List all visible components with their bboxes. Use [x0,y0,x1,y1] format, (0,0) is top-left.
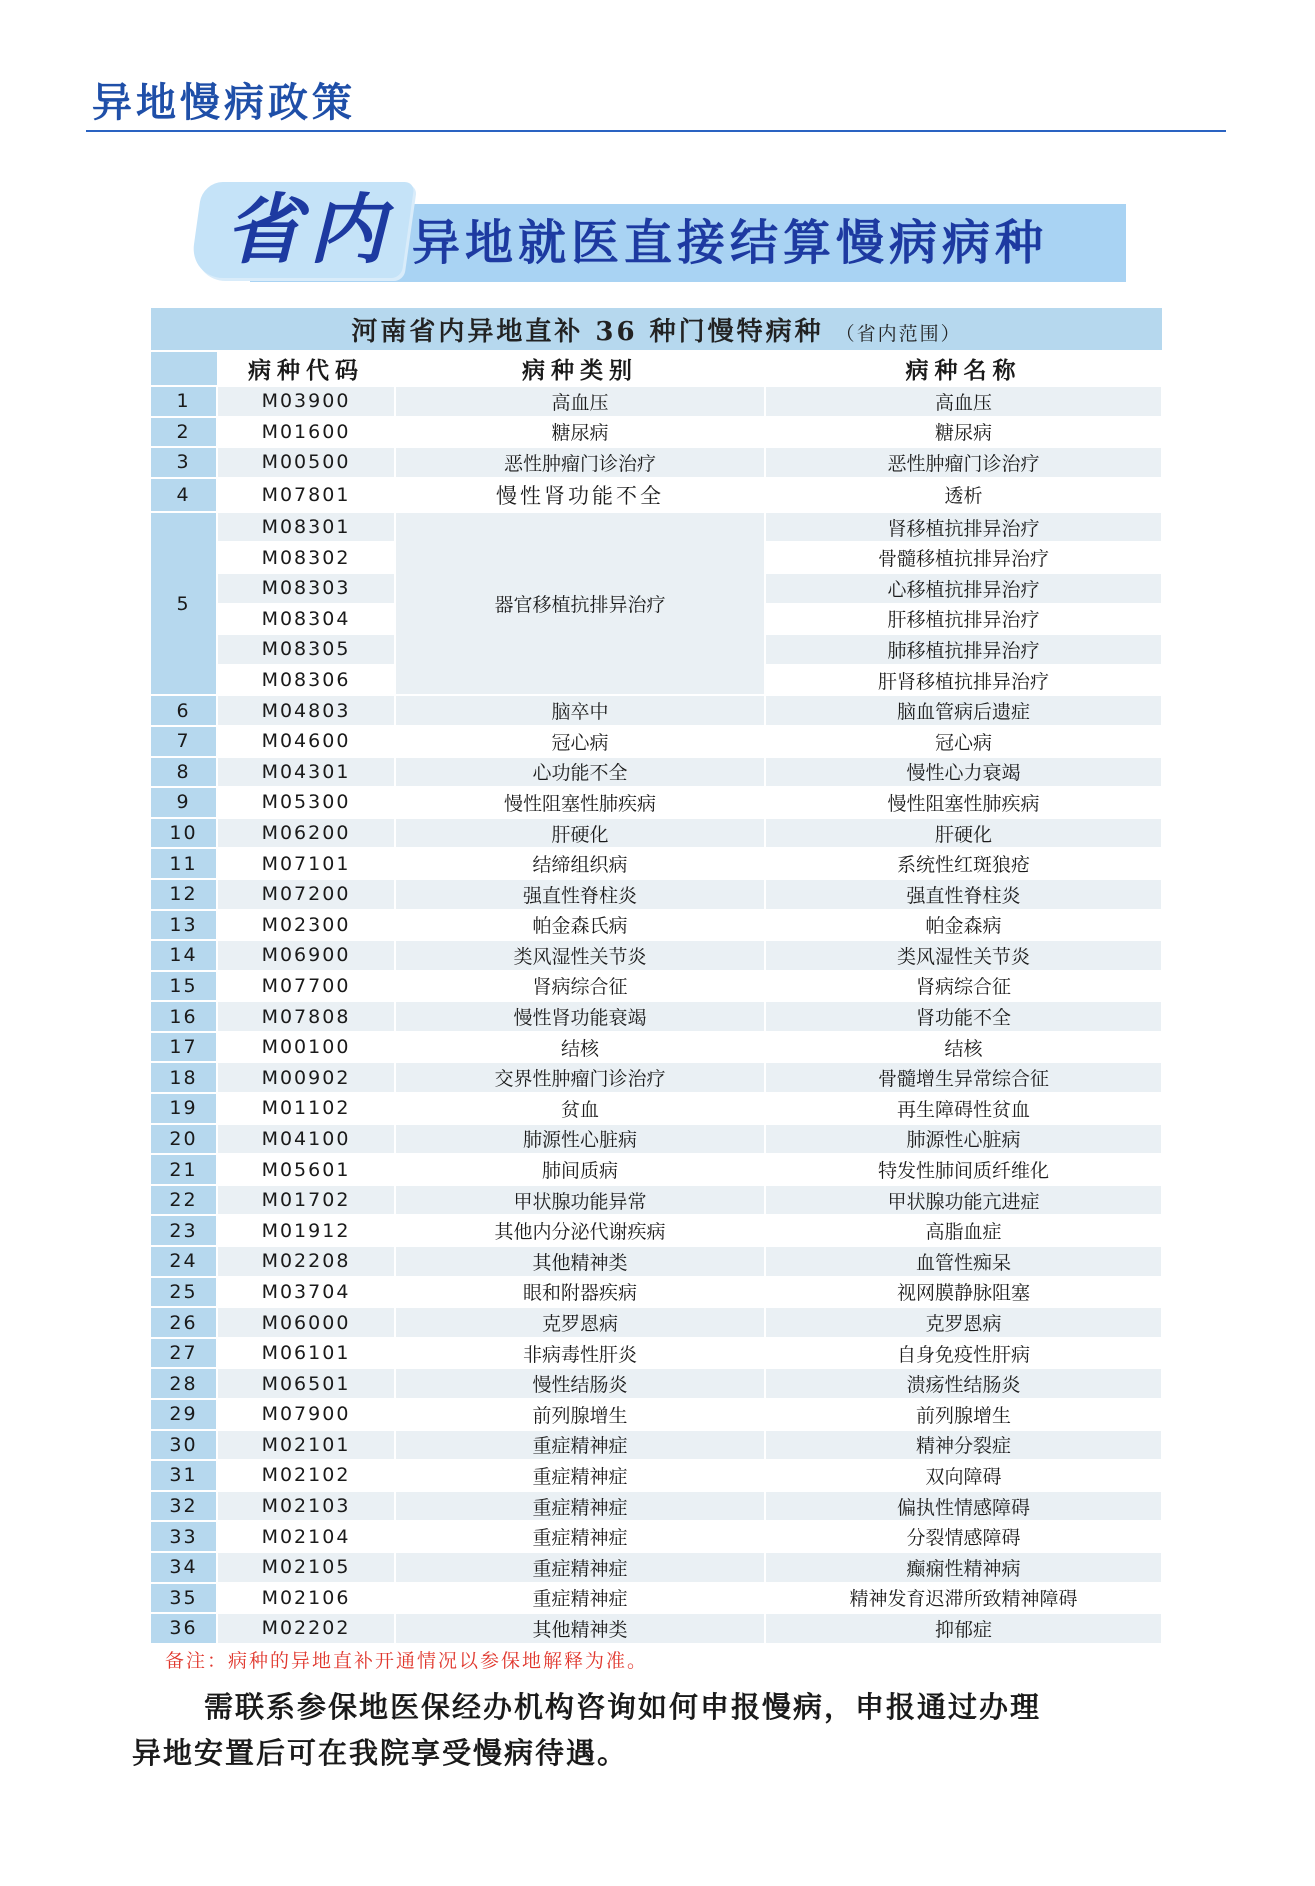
row-number: 29 [151,1399,217,1430]
disease-name: 恶性肿瘤门诊治疗 [765,447,1162,478]
footer-paragraph [132,1684,1142,1776]
table-row [151,1185,1162,1216]
disease-code: M07808 [217,1001,395,1032]
footer-line-2: 异地安置后可在我院享受慢病待遇。 [132,1736,629,1770]
disease-category: 重症精神症 [395,1521,765,1552]
row-number: 33 [151,1521,217,1552]
disease-code: M00100 [217,1032,395,1063]
disease-category: 强直性脊柱炎 [395,879,765,910]
disease-code: M08306 [217,665,395,696]
disease-name: 视网膜静脉阻塞 [765,1277,1162,1308]
table-row [151,757,1162,788]
table-row [151,1521,1162,1552]
disease-name: 肺移植抗排异治疗 [765,634,1162,665]
row-number: 1 [151,386,217,417]
disease-name: 前列腺增生 [765,1399,1162,1430]
table-row [151,1460,1162,1491]
disease-category: 前列腺增生 [395,1399,765,1430]
disease-name: 脑血管病后遗症 [765,695,1162,726]
disease-category: 器官移植抗排异治疗 [395,512,765,696]
disease-name: 慢性阻塞性肺疾病 [765,787,1162,818]
table-row [151,971,1162,1002]
row-number: 11 [151,848,217,879]
table-row [151,447,1162,478]
disease-name: 分裂情感障碍 [765,1521,1162,1552]
row-number: 19 [151,1093,217,1124]
disease-code: M02208 [217,1246,395,1277]
disease-code: M08304 [217,604,395,635]
row-number: 16 [151,1001,217,1032]
disease-category: 甲状腺功能异常 [395,1185,765,1216]
disease-code: M01600 [217,417,395,448]
disease-name: 骨髓增生异常综合征 [765,1062,1162,1093]
row-number: 31 [151,1460,217,1491]
disease-name: 克罗恩病 [765,1307,1162,1338]
disease-category: 慢性结肠炎 [395,1368,765,1399]
row-number: 22 [151,1185,217,1216]
table-row [151,940,1162,971]
table-row [151,1552,1162,1583]
disease-name: 结核 [765,1032,1162,1063]
table-row [151,417,1162,448]
row-number: 6 [151,695,217,726]
table-row [151,910,1162,941]
disease-code: M03704 [217,1277,395,1308]
table-body [151,386,1162,1644]
disease-code: M04100 [217,1124,395,1155]
disease-code: M01102 [217,1093,395,1124]
table-row [151,1491,1162,1522]
disease-name: 抑郁症 [765,1613,1162,1644]
row-number: 12 [151,879,217,910]
disease-code: M00902 [217,1062,395,1093]
row-number: 18 [151,1062,217,1093]
table-title-text: 河南省内异地直补 36 种门慢特病种 [351,316,824,347]
disease-code: M02104 [217,1521,395,1552]
disease-name: 糖尿病 [765,417,1162,448]
row-number: 30 [151,1430,217,1461]
disease-category [395,478,765,512]
row-number: 14 [151,940,217,971]
page-heading: 异地慢病政策 [92,80,356,126]
disease-category: 交界性肿瘤门诊治疗 [395,1062,765,1093]
disease-name: 高血压 [765,386,1162,417]
row-number: 8 [151,757,217,788]
disease-name: 强直性脊柱炎 [765,879,1162,910]
header-code: 病种代码 [217,351,395,386]
table-row [151,1215,1162,1246]
disease-category: 重症精神症 [395,1491,765,1522]
disease-category: 贫血 [395,1093,765,1124]
heading-divider [86,130,1226,132]
disease-category: 类风湿性关节炎 [395,940,765,971]
table-header-row [151,351,1162,386]
disease-name: 透析 [765,478,1162,512]
row-number: 17 [151,1032,217,1063]
table-row [151,1307,1162,1338]
table-title-note: （省内范围） [835,322,962,345]
disease-name: 肾功能不全 [765,1001,1162,1032]
table-row [151,1246,1162,1277]
disease-code: M08301 [217,512,395,543]
disease-code: M08302 [217,542,395,573]
disease-name: 自身免疫性肝病 [765,1338,1162,1369]
disease-name: 肝肾移植抗排异治疗 [765,665,1162,696]
disease-code: M02105 [217,1552,395,1583]
table-row [151,1338,1162,1369]
disease-category: 重症精神症 [395,1583,765,1614]
disease-name: 偏执性情感障碍 [765,1491,1162,1522]
disease-category: 肺间质病 [395,1154,765,1185]
row-number: 20 [151,1124,217,1155]
disease-category: 肺源性心脏病 [395,1124,765,1155]
table-row [151,1001,1162,1032]
disease-code: M08305 [217,634,395,665]
disease-code: M02101 [217,1430,395,1461]
header-name: 病种名称 [765,351,1162,386]
row-number: 3 [151,447,217,478]
disease-name: 癫痫性精神病 [765,1552,1162,1583]
disease-code: M02202 [217,1613,395,1644]
disease-name: 肝移植抗排异治疗 [765,604,1162,635]
disease-name: 类风湿性关节炎 [765,940,1162,971]
disease-code: M07900 [217,1399,395,1430]
row-number: 9 [151,787,217,818]
disease-table [151,308,1163,1675]
row-number: 13 [151,910,217,941]
disease-category: 重症精神症 [395,1552,765,1583]
disease-code: M06101 [217,1338,395,1369]
table-row [151,695,1162,726]
disease-code: M05601 [217,1154,395,1185]
row-number: 24 [151,1246,217,1277]
row-number: 5 [151,512,217,696]
table-row [151,1093,1162,1124]
disease-code: M06200 [217,818,395,849]
disease-name: 精神分裂症 [765,1430,1162,1461]
disease-category: 其他精神类 [395,1246,765,1277]
row-number: 7 [151,726,217,757]
row-number: 35 [151,1583,217,1614]
disease-name: 肾病综合征 [765,971,1162,1002]
disease-category: 其他内分泌代谢疾病 [395,1215,765,1246]
disease-name: 冠心病 [765,726,1162,757]
disease-name: 特发性肺间质纤维化 [765,1154,1162,1185]
row-number: 32 [151,1491,217,1522]
row-number: 10 [151,818,217,849]
row-number: 2 [151,417,217,448]
table-row [151,818,1162,849]
table-row [151,726,1162,757]
table-row [151,1062,1162,1093]
disease-code: M02106 [217,1583,395,1614]
disease-category: 结缔组织病 [395,848,765,879]
row-number: 21 [151,1154,217,1185]
disease-name: 骨髓移植抗排异治疗 [765,542,1162,573]
table-row [151,1124,1162,1155]
table-row [151,512,1162,543]
disease-code: M01702 [217,1185,395,1216]
disease-code: M06000 [217,1307,395,1338]
disease-category: 肾病综合征 [395,971,765,1002]
row-number: 28 [151,1368,217,1399]
disease-code: M04600 [217,726,395,757]
disease-code: M07700 [217,971,395,1002]
disease-category: 脑卒中 [395,695,765,726]
header-category: 病种类别 [395,351,765,386]
disease-code: M07101 [217,848,395,879]
table-row [151,1613,1162,1644]
disease-category: 重症精神症 [395,1460,765,1491]
disease-code: M02102 [217,1460,395,1491]
disease-category: 结核 [395,1032,765,1063]
disease-name: 再生障碍性贫血 [765,1093,1162,1124]
disease-code: M08303 [217,573,395,604]
footer-line-1: 需联系参保地医保经办机构咨询如何申报慢病，申报通过办理 [204,1690,1042,1724]
disease-category: 其他精神类 [395,1613,765,1644]
disease-code: M06501 [217,1368,395,1399]
header-num [151,351,217,386]
row-number: 15 [151,971,217,1002]
disease-code: M01912 [217,1215,395,1246]
disease-category: 心功能不全 [395,757,765,788]
row-number: 26 [151,1307,217,1338]
disease-code: M05300 [217,787,395,818]
disease-code: M00500 [217,447,395,478]
disease-category: 糖尿病 [395,417,765,448]
banner-big-text: 省内 [225,185,393,274]
disease-category: 眼和附器疾病 [395,1277,765,1308]
table-title [151,308,1162,351]
row-number: 25 [151,1277,217,1308]
disease-category: 恶性肿瘤门诊治疗 [395,447,765,478]
disease-category: 慢性肾功能衰竭 [395,1001,765,1032]
disease-name: 肝硬化 [765,818,1162,849]
table-row [151,848,1162,879]
disease-name: 高脂血症 [765,1215,1162,1246]
banner-subtitle: 异地就医直接结算慢病病种 [412,215,1049,271]
disease-name: 双向障碍 [765,1460,1162,1491]
table-row [151,1583,1162,1614]
table-row [151,1032,1162,1063]
row-number: 27 [151,1338,217,1369]
table-row [151,879,1162,910]
disease-name: 精神发育迟滞所致精神障碍 [765,1583,1162,1614]
table-row [151,478,1162,512]
row-number: 4 [151,478,217,512]
disease-name: 甲状腺功能亢进症 [765,1185,1162,1216]
table-row [151,386,1162,417]
disease-name: 慢性心力衰竭 [765,757,1162,788]
disease-code: M04803 [217,695,395,726]
disease-name: 溃疡性结肠炎 [765,1368,1162,1399]
table-row [151,1430,1162,1461]
row-number: 36 [151,1613,217,1644]
disease-name: 肺源性心脏病 [765,1124,1162,1155]
row-number: 23 [151,1215,217,1246]
disease-name: 肾移植抗排异治疗 [765,512,1162,543]
disease-code: M04301 [217,757,395,788]
disease-name: 系统性红斑狼疮 [765,848,1162,879]
table-row [151,1368,1162,1399]
disease-category: 克罗恩病 [395,1307,765,1338]
table-row [151,787,1162,818]
table-note: 备注：病种的异地直补开通情况以参保地解释为准。 [151,1644,1162,1675]
disease-category: 慢性阻塞性肺疾病 [395,787,765,818]
disease-category: 帕金森氏病 [395,910,765,941]
table-row [151,1399,1162,1430]
disease-category: 肝硬化 [395,818,765,849]
disease-code: M02300 [217,910,395,941]
disease-code: M03900 [217,386,395,417]
disease-name: 心移植抗排异治疗 [765,573,1162,604]
disease-category: 非病毒性肝炎 [395,1338,765,1369]
disease-code: M07801 [217,478,395,512]
disease-code: M06900 [217,940,395,971]
disease-code: M02103 [217,1491,395,1522]
disease-table-container [151,308,1162,1675]
row-number: 34 [151,1552,217,1583]
disease-name: 帕金森病 [765,910,1162,941]
disease-category: 高血压 [395,386,765,417]
disease-category-text: 慢性肾功能不全 [488,479,672,511]
table-row [151,1154,1162,1185]
disease-name: 血管性痴呆 [765,1246,1162,1277]
disease-code: M07200 [217,879,395,910]
table-row [151,1277,1162,1308]
disease-category: 冠心病 [395,726,765,757]
disease-category: 重症精神症 [395,1430,765,1461]
